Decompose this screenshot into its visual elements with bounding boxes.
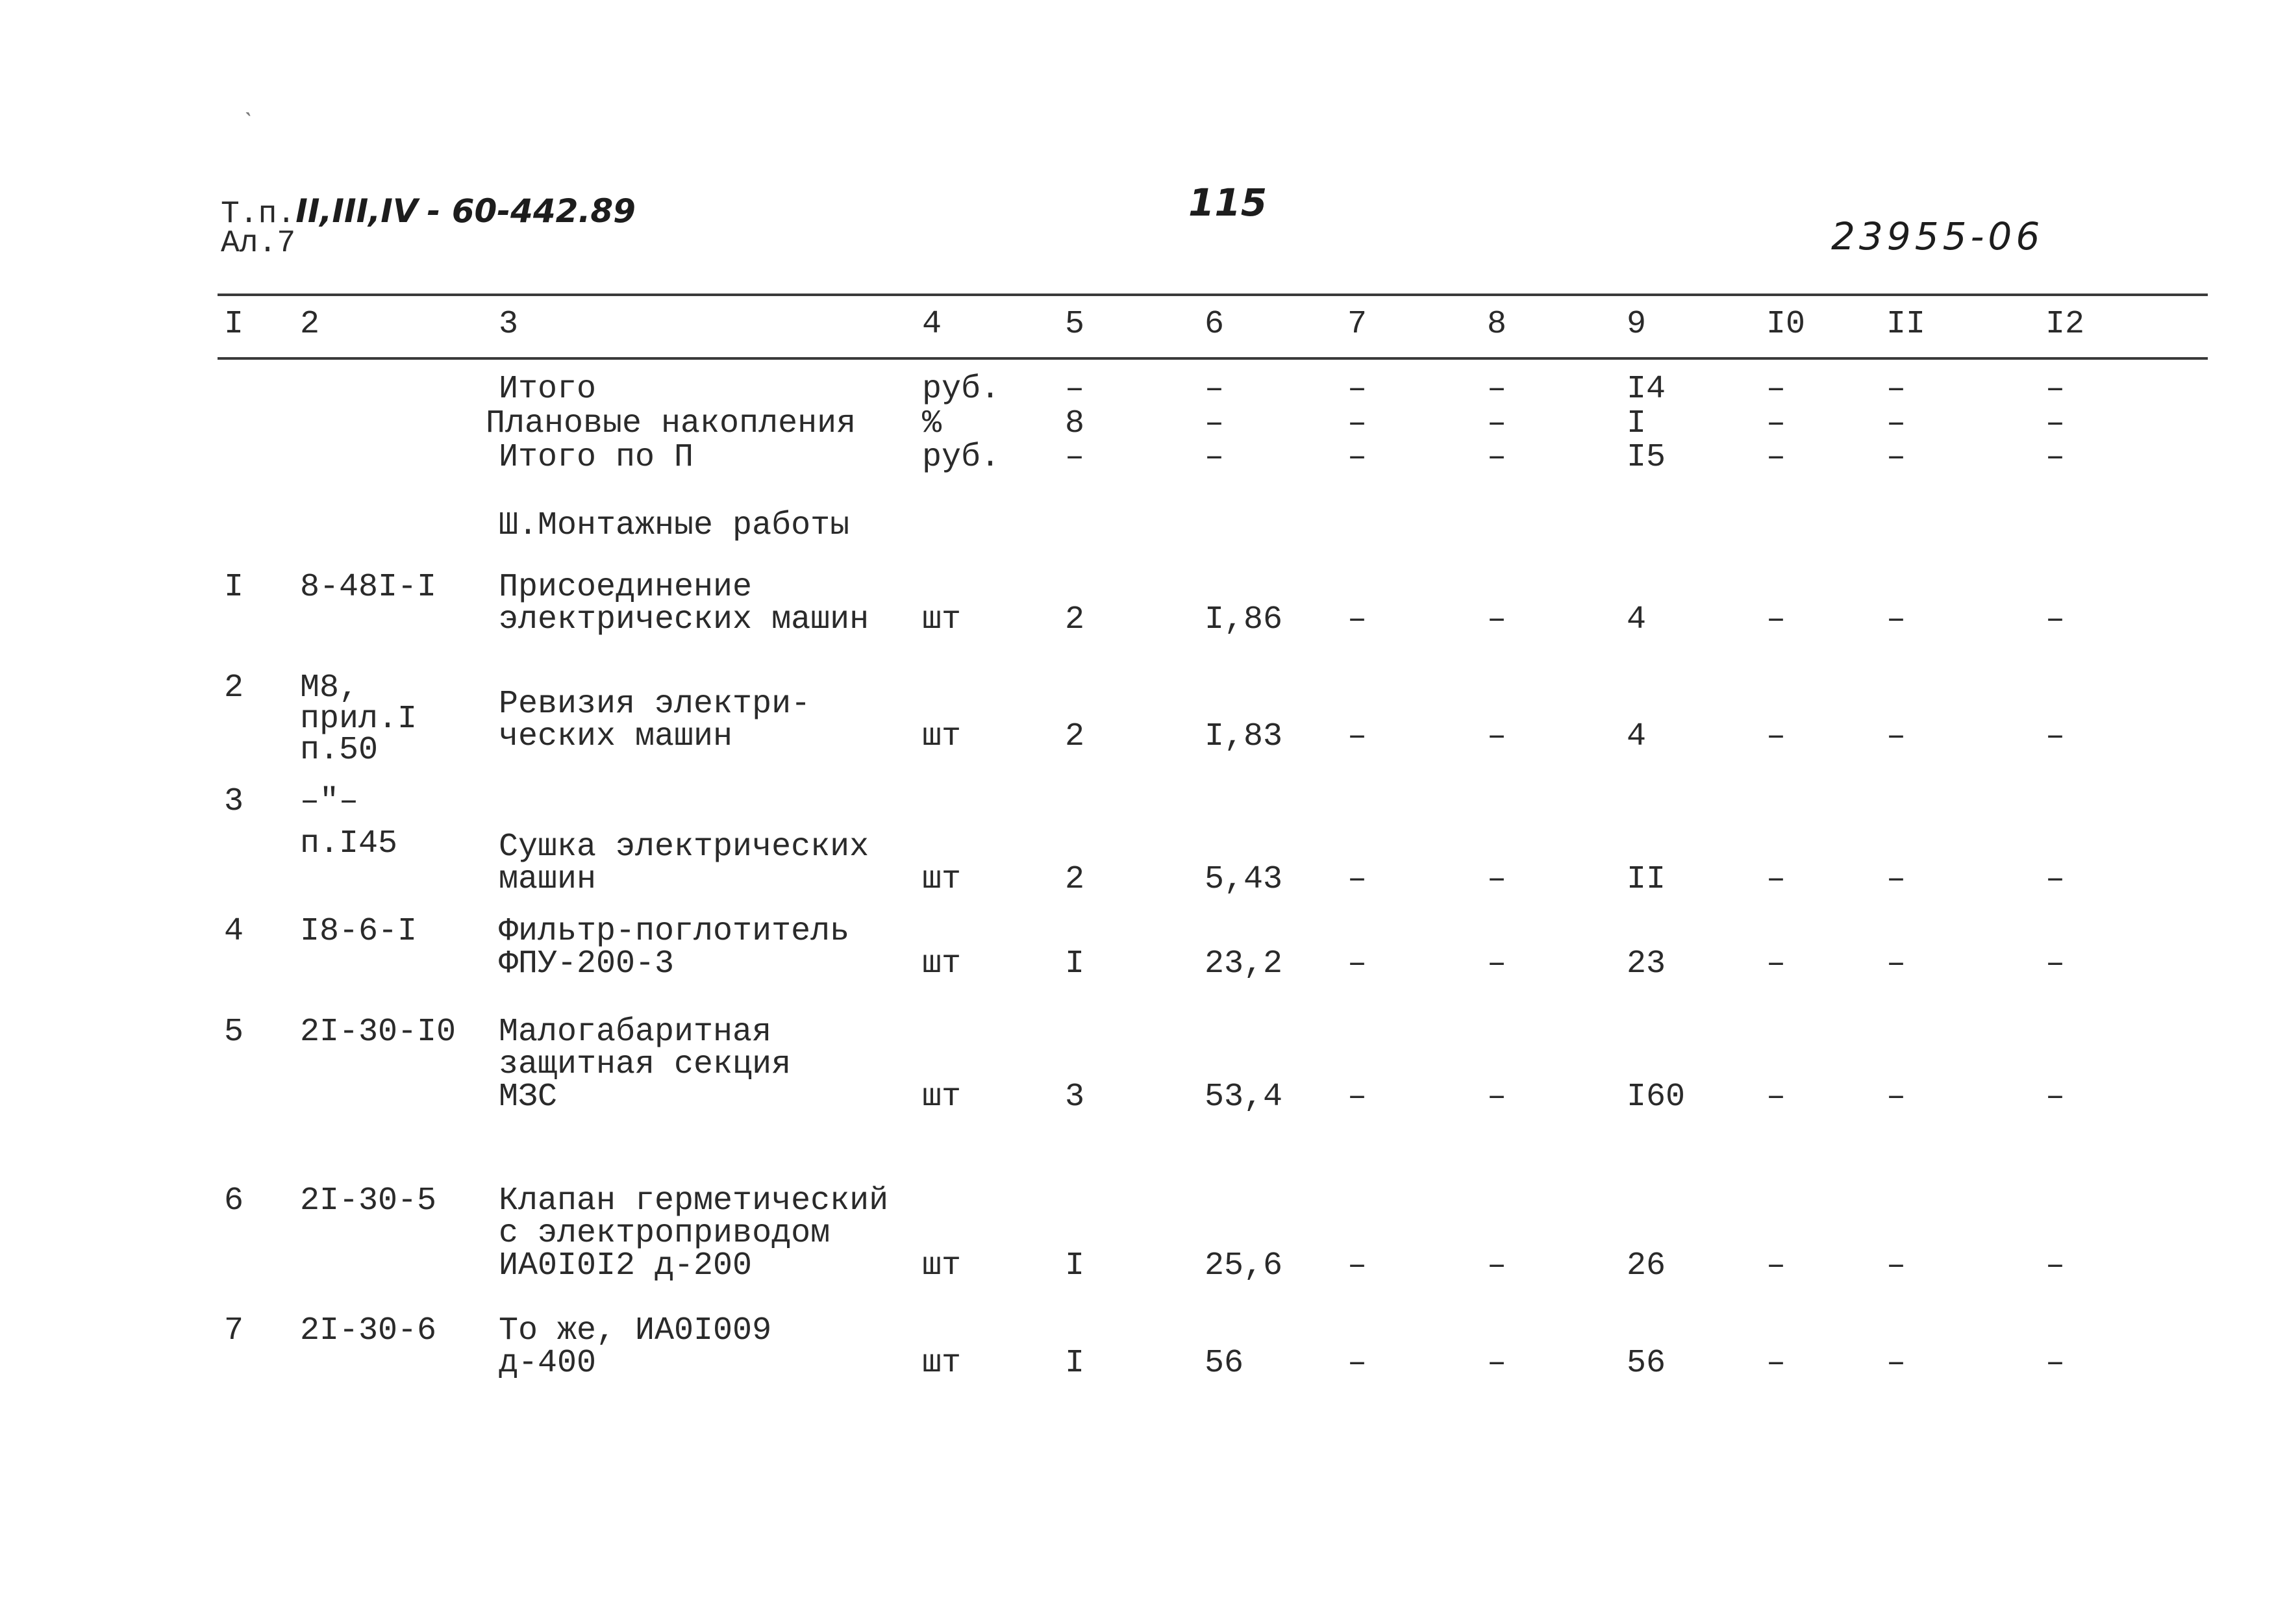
row-cell-qty: I bbox=[1065, 1345, 1085, 1382]
row-cell-c9: I60 bbox=[1627, 1079, 1686, 1116]
row-description-line: ИА0I0I2 д-200 bbox=[499, 1247, 753, 1284]
row-description-line: Фильтр-поглотитель bbox=[499, 913, 850, 950]
row-description-line: Ревизия электри- bbox=[499, 686, 811, 723]
row-cell-unit: шт bbox=[922, 718, 962, 755]
row-cell-c11: – bbox=[1886, 945, 1906, 982]
column-header-6: 6 bbox=[1205, 306, 1225, 343]
column-header-12: I2 bbox=[2045, 306, 2085, 343]
row-code-line: п.50 bbox=[300, 732, 379, 769]
table-top-rule bbox=[218, 294, 2208, 296]
summary-unit: руб. bbox=[922, 439, 1001, 476]
row-cell-c9: 4 bbox=[1627, 718, 1647, 755]
column-header-1: I bbox=[224, 306, 244, 343]
row-cell-c8: – bbox=[1487, 861, 1507, 898]
doc-code-suffix: - 60-442.89 bbox=[427, 192, 636, 230]
inventory-number: 23955-06 bbox=[1831, 214, 2044, 258]
row-cell-c7: – bbox=[1347, 1345, 1368, 1382]
row-cell-price: 53,4 bbox=[1205, 1079, 1283, 1116]
row-description-line: То же, ИА0I009 bbox=[499, 1312, 772, 1349]
row-cell-unit: шт bbox=[922, 1079, 962, 1116]
row-cell-c10: – bbox=[1766, 945, 1786, 982]
row-cell-unit: шт bbox=[922, 945, 962, 982]
row-cell-c12: – bbox=[2045, 1345, 2066, 1382]
row-code-line: 2I-30-I0 bbox=[300, 1014, 456, 1051]
row-code-line: М8, bbox=[300, 669, 359, 706]
summary-cell-c10: – bbox=[1766, 405, 1786, 442]
summary-cell-c5: 8 bbox=[1065, 405, 1085, 442]
row-cell-c11: – bbox=[1886, 1079, 1906, 1116]
row-cell-price: 25,6 bbox=[1205, 1247, 1283, 1284]
row-description-line: Сушка электрических bbox=[499, 829, 869, 866]
column-header-2: 2 bbox=[300, 306, 320, 343]
row-cell-c8: – bbox=[1487, 601, 1507, 638]
summary-cell-c12: – bbox=[2045, 405, 2066, 442]
summary-cell-c10: – bbox=[1766, 371, 1786, 408]
row-cell-c9: 23 bbox=[1627, 945, 1666, 982]
row-cell-c12: – bbox=[2045, 861, 2066, 898]
row-cell-c12: – bbox=[2045, 945, 2066, 982]
row-code-line: п.I45 bbox=[300, 825, 398, 862]
row-cell-c11: – bbox=[1886, 861, 1906, 898]
row-cell-c7: – bbox=[1347, 945, 1368, 982]
row-cell-c7: – bbox=[1347, 601, 1368, 638]
summary-cell-c11: – bbox=[1886, 439, 1906, 476]
row-cell-c12: – bbox=[2045, 1247, 2066, 1284]
row-code-line: 8-48I-I bbox=[300, 569, 437, 606]
row-cell-c7: – bbox=[1347, 861, 1368, 898]
row-cell-c8: – bbox=[1487, 1345, 1507, 1382]
summary-cell-c9: I bbox=[1627, 405, 1647, 442]
row-description-line: д-400 bbox=[499, 1345, 597, 1382]
summary-cell-c11: – bbox=[1886, 405, 1906, 442]
summary-cell-c8: – bbox=[1487, 439, 1507, 476]
row-cell-c8: – bbox=[1487, 1247, 1507, 1284]
summary-cell-c8: – bbox=[1487, 371, 1507, 408]
column-header-9: 9 bbox=[1627, 306, 1647, 343]
row-description-line: ческих машин bbox=[499, 718, 733, 755]
row-code-line: прил.I bbox=[300, 701, 418, 738]
row-number: 6 bbox=[224, 1182, 244, 1219]
row-cell-c11: – bbox=[1886, 1247, 1906, 1284]
summary-cell-c8: – bbox=[1487, 405, 1507, 442]
summary-cell-c7: – bbox=[1347, 405, 1368, 442]
row-cell-unit: шт bbox=[922, 601, 962, 638]
row-cell-unit: шт bbox=[922, 1345, 962, 1382]
row-cell-c9: 4 bbox=[1627, 601, 1647, 638]
row-cell-qty: I bbox=[1065, 1247, 1085, 1284]
row-cell-qty: 2 bbox=[1065, 718, 1085, 755]
summary-cell-c6: – bbox=[1205, 439, 1225, 476]
row-description-line: с электроприводом bbox=[499, 1215, 831, 1252]
summary-cell-c6: – bbox=[1205, 371, 1225, 408]
column-header-11: II bbox=[1886, 306, 1926, 343]
row-cell-unit: шт bbox=[922, 1247, 962, 1284]
row-code-line: I8-6-I bbox=[300, 913, 418, 950]
summary-cell-c12: – bbox=[2045, 371, 2066, 408]
row-cell-c11: – bbox=[1886, 1345, 1906, 1382]
row-cell-c7: – bbox=[1347, 1079, 1368, 1116]
row-description-line: электрических машин bbox=[499, 601, 869, 638]
summary-cell-c5: – bbox=[1065, 439, 1085, 476]
row-number: 2 bbox=[224, 669, 244, 706]
summary-cell-c9: I4 bbox=[1627, 371, 1666, 408]
row-cell-c7: – bbox=[1347, 718, 1368, 755]
row-cell-qty: 2 bbox=[1065, 601, 1085, 638]
row-cell-c9: 26 bbox=[1627, 1247, 1666, 1284]
row-cell-c10: – bbox=[1766, 1345, 1786, 1382]
row-number: 4 bbox=[224, 913, 244, 950]
row-cell-c11: – bbox=[1886, 601, 1906, 638]
row-description-line: защитная секция bbox=[499, 1046, 792, 1083]
doc-code-prefix: Т.п. bbox=[221, 197, 296, 232]
row-cell-c12: – bbox=[2045, 601, 2066, 638]
column-header-4: 4 bbox=[922, 306, 942, 343]
row-description-line: Присоединение bbox=[499, 569, 753, 606]
stray-mark: ˋ bbox=[242, 110, 258, 140]
row-cell-price: 5,43 bbox=[1205, 861, 1283, 898]
row-cell-unit: шт bbox=[922, 861, 962, 898]
row-cell-c10: – bbox=[1766, 861, 1786, 898]
row-cell-c9: II bbox=[1627, 861, 1666, 898]
page-number: 115 bbox=[1188, 181, 1268, 225]
row-cell-c10: – bbox=[1766, 1079, 1786, 1116]
column-header-8: 8 bbox=[1487, 306, 1507, 343]
row-cell-qty: 3 bbox=[1065, 1079, 1085, 1116]
summary-cell-c12: – bbox=[2045, 439, 2066, 476]
summary-cell-c5: – bbox=[1065, 371, 1085, 408]
row-cell-price: I,86 bbox=[1205, 601, 1283, 638]
row-description-line: машин bbox=[499, 861, 597, 898]
column-header-7: 7 bbox=[1347, 306, 1368, 343]
row-cell-c11: – bbox=[1886, 718, 1906, 755]
row-cell-price: 23,2 bbox=[1205, 945, 1283, 982]
summary-cell-c7: – bbox=[1347, 371, 1368, 408]
summary-cell-c9: I5 bbox=[1627, 439, 1666, 476]
table-header-rule bbox=[218, 357, 2208, 360]
row-cell-qty: I bbox=[1065, 945, 1085, 982]
row-cell-c7: – bbox=[1347, 1247, 1368, 1284]
row-number: 7 bbox=[224, 1312, 244, 1349]
row-number: 5 bbox=[224, 1014, 244, 1051]
column-header-5: 5 bbox=[1065, 306, 1085, 343]
row-code-line: 2I-30-6 bbox=[300, 1312, 437, 1349]
row-cell-qty: 2 bbox=[1065, 861, 1085, 898]
row-cell-c10: – bbox=[1766, 718, 1786, 755]
summary-label: Итого по П bbox=[499, 439, 694, 476]
row-code-line: 2I-30-5 bbox=[300, 1182, 437, 1219]
summary-cell-c10: – bbox=[1766, 439, 1786, 476]
summary-label: Итого bbox=[499, 371, 597, 408]
summary-cell-c7: – bbox=[1347, 439, 1368, 476]
row-cell-c12: – bbox=[2045, 1079, 2066, 1116]
summary-label: Плановые накопления bbox=[486, 405, 856, 442]
row-cell-c10: – bbox=[1766, 1247, 1786, 1284]
doc-code bbox=[221, 192, 636, 232]
section-title: Ш.Монтажные работы bbox=[499, 507, 850, 544]
album-label: Ал.7 bbox=[221, 226, 296, 261]
row-cell-c8: – bbox=[1487, 945, 1507, 982]
summary-unit: руб. bbox=[922, 371, 1001, 408]
row-cell-c8: – bbox=[1487, 1079, 1507, 1116]
row-cell-c9: 56 bbox=[1627, 1345, 1666, 1382]
row-cell-c8: – bbox=[1487, 718, 1507, 755]
row-number: 3 bbox=[224, 783, 244, 820]
row-description-line: ФПУ-200-3 bbox=[499, 945, 675, 982]
summary-unit: % bbox=[922, 405, 942, 442]
row-cell-c12: – bbox=[2045, 718, 2066, 755]
row-cell-c10: – bbox=[1766, 601, 1786, 638]
row-number: I bbox=[224, 569, 244, 606]
row-cell-price: 56 bbox=[1205, 1345, 1244, 1382]
row-description-line: МЗС bbox=[499, 1079, 558, 1116]
row-description-line: Клапан герметический bbox=[499, 1182, 889, 1219]
row-code-line: –"– bbox=[300, 783, 359, 820]
column-header-3: 3 bbox=[499, 306, 519, 343]
doc-code-roman: II,III,IV bbox=[295, 192, 418, 230]
summary-cell-c11: – bbox=[1886, 371, 1906, 408]
row-cell-price: I,83 bbox=[1205, 718, 1283, 755]
summary-cell-c6: – bbox=[1205, 405, 1225, 442]
row-description-line: Малогабаритная bbox=[499, 1014, 772, 1051]
column-header-10: I0 bbox=[1766, 306, 1806, 343]
